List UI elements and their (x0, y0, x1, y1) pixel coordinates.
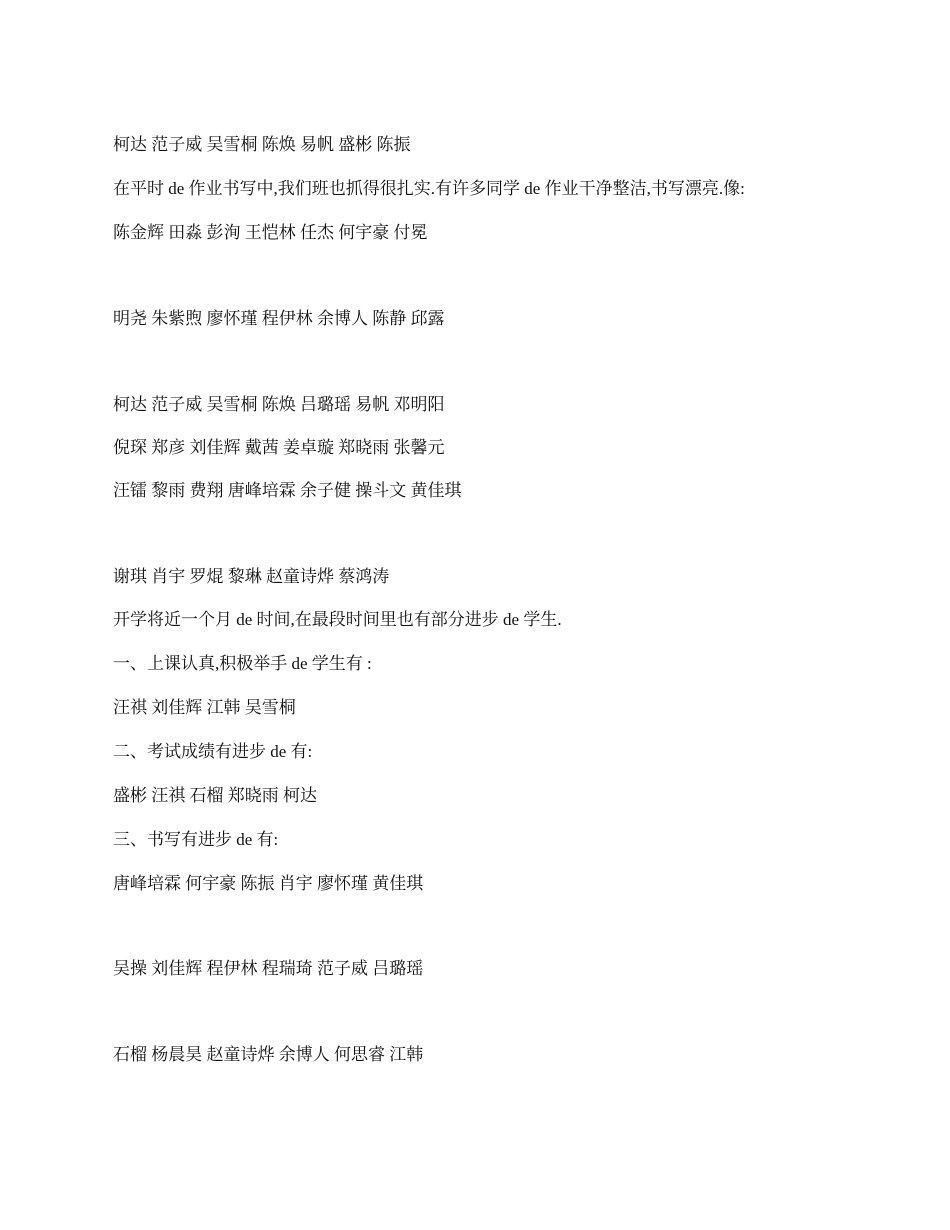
name-list-line: 倪琛 郑彦 刘佳辉 戴茜 姜卓璇 郑晓雨 张馨元 (113, 438, 445, 457)
name-list-line: 陈金辉 田淼 彭洵 王恺林 任杰 何宇豪 付冕 (113, 223, 428, 242)
section-heading-2: 二、考试成绩有进步 de 有: (113, 742, 313, 761)
name-list-line: 吴操 刘佳辉 程伊林 程瑞琦 范子威 吕璐瑶 (113, 959, 424, 978)
progress-intro-paragraph: 开学将近一个月 de 时间,在最段时间里也有部分进步 de 学生. (113, 610, 562, 629)
name-list-line: 汪祺 刘佳辉 江韩 吴雪桐 (113, 698, 296, 717)
name-list-line: 柯达 范子威 吴雪桐 陈焕 吕璐瑶 易帆 邓明阳 (113, 395, 445, 414)
name-list-line: 盛彬 汪祺 石榴 郑晓雨 柯达 (113, 786, 317, 805)
name-list-line: 明尧 朱紫煦 廖怀瑾 程伊林 余博人 陈静 邱露 (113, 309, 445, 328)
homework-paragraph: 在平时 de 作业书写中,我们班也抓得很扎实.有许多同学 de 作业干净整洁,书写漂亮.像: (113, 179, 745, 198)
section-heading-1: 一、上课认真,积极举手 de 学生有 : (113, 654, 372, 673)
name-list-line: 石榴 杨晨昊 赵童诗烨 余博人 何思睿 江韩 (113, 1045, 424, 1064)
name-list-line: 唐峰培霖 何宇豪 陈振 肖宇 廖怀瑾 黄佳琪 (113, 874, 424, 893)
name-list-line: 柯达 范子威 吴雪桐 陈焕 易帆 盛彬 陈振 (113, 135, 411, 154)
section-heading-3: 三、书写有进步 de 有: (113, 830, 279, 849)
name-list-line: 谢琪 肖宇 罗焜 黎琳 赵童诗烨 蔡鸿涛 (113, 567, 390, 586)
name-list-line: 汪镭 黎雨 费翔 唐峰培霖 余子健 操斗文 黄佳琪 (113, 481, 462, 500)
